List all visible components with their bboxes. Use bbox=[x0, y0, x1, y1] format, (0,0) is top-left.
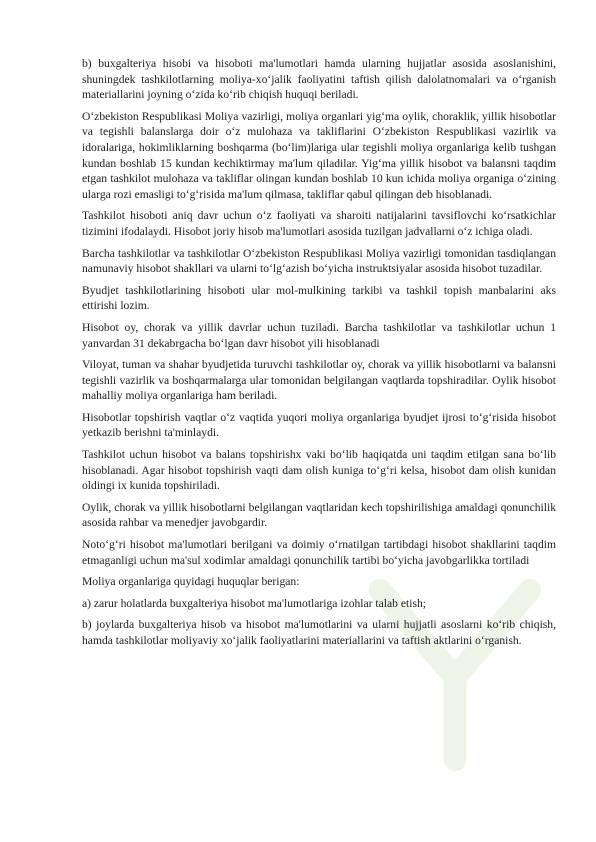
paragraph-budget-report: Byudjet tashkilotlarining hisoboti ular mol-mulkining tarkibi va tashkil topish manbalarini aks ettirishi lozim. bbox=[82, 283, 556, 313]
paragraph-right-b: b) buxgalteriya hisobi va hisoboti ma'lumotlari hamda ularning hujjatlar asosida asoslanishini, shuningdek tashkilotlarning moliya-xo‘jalik faoliyatini taftish qilish dalolatnomalari va o‘rganish materiallarini joyning o‘zida ko‘rib chiqish huquqi beriladi. bbox=[82, 57, 556, 102]
paragraph-ministry-proposals: O‘zbekiston Respublikasi Moliya vazirligi, moliya organlari yig‘ma oylik, choraklik, yillik hisobotlar va tegishli balanslarga doir o‘z mulohaza va takliflarini O‘zbekiston Respublikasi vazirlik va idoralariga, hokimliklarning boshqarma (bo‘lim)lariga ular tegishli moliya organlariga kelib tushgan kundan boshlab 15 kundan kechiktirmay ma'lum qiladilar. Yig‘ma yillik hisobot va balansni taqdim etgan tashkilot mulohaza va takliflar olingan kundan boshlab 10 kun ichida moliya organiga o‘zining ularga rozi emasligi to‘g‘risida ma'lum qilmasa, takliflar qabul qilingan deb hisoblanadi. bbox=[82, 109, 556, 201]
paragraph-report-definition: Tashkilot hisoboti aniq davr uchun o‘z faoliyati va sharoiti natijalarini tavsiflovchi ko‘rsatkichlar tizimini ifodalaydi. Hisobot joriy hisob ma'lumotlari asosida tuzilgan jadvallarni o‘z ichiga oladi. bbox=[82, 209, 556, 238]
paragraph-report-periods: Hisobot oy, chorak va yillik davrlar uchun tuziladi. Barcha tashkilotlar va tashkilotlar uchun 1 yanvardan 31 dekabrgacha bo‘lgan davr hisobot yili hisoblanadi bbox=[82, 320, 556, 350]
paragraph-rights-intro: Moliya organlariga quyidagi huquqlar berigan: bbox=[82, 575, 300, 589]
paragraph-incorrect-data: Noto‘g‘ri hisobot ma'lumotlari berilgani va doimiy o‘rnatilgan tartibdagi hisobot shakllarini taqdim etmaganligi uchun ma'sul xodimlar amaldagi qonunchilik tartibi bo‘yicha javobgarlikka tortiladi bbox=[82, 538, 556, 567]
paragraph-submission-date: Tashkilot uchun hisobot va balans topshirishx vaki bo‘lib haqiqatda uni taqdim etilgan sana bo‘lib hisoblanadi. Agar hisobot topshirish vaqti dam olish kuniga to‘g‘ri kelsa, hisobot dam olish kunidan oldingi ix kunida topshiriladi. bbox=[82, 448, 556, 493]
paragraph-right-a: a) zarur holatlarda buxgalteriya hisobot ma'lumotlariga izohlar talab etish; bbox=[82, 596, 426, 610]
paragraph-regional-organizations: Viloyat, tuman va shahar byudjetida turuvchi tashkilotlar oy, chorak va yillik hisobotlarni va balansni tegishli vazirlik va boshqarmalarga ular tomonidan belgilangan vaqtlarda topshiradilar. Oylik hisobot mahalliy moliya organlariga ham beriladi. bbox=[82, 358, 556, 403]
paragraph-right-b-local: b) joylarda buxgalteriya hisob va hisobot ma'lumotlarini va ularni hujjatli asoslarni ko‘rib chiqish, hamda tashkilotlar moliyaviy xo‘jalik faoliyatlarini materiallarini va taftish aktlarini o‘rganish. bbox=[82, 618, 556, 647]
paragraph-submission-deadlines: Hisobotlar topshirish vaqtlar o‘z vaqtida yuqori moliya organlariga byudjet ijrosi to‘g‘risida hisobot yetkazib berishni ta'minlaydi. bbox=[82, 410, 556, 440]
paragraph-late-submission: Oylik, chorak va yillik hisobotlarni belgilangan vaqtlaridan kech topshirilishiga amaldagi qonunchilik asosida rahbar va menedjer javobgardir. bbox=[82, 500, 556, 530]
paragraph-standard-forms: Barcha tashkilotlar va tashkilotlar O‘zbekiston Respublikasi Moliya vazirligi tomonidan tasdiqlangan namunaviy hisobot shakllari va ularni to‘lg‘azish bo‘yicha instruktsiyalar asosida hisobot tuzadilar. bbox=[82, 246, 556, 276]
document-page bbox=[82, 56, 556, 655]
